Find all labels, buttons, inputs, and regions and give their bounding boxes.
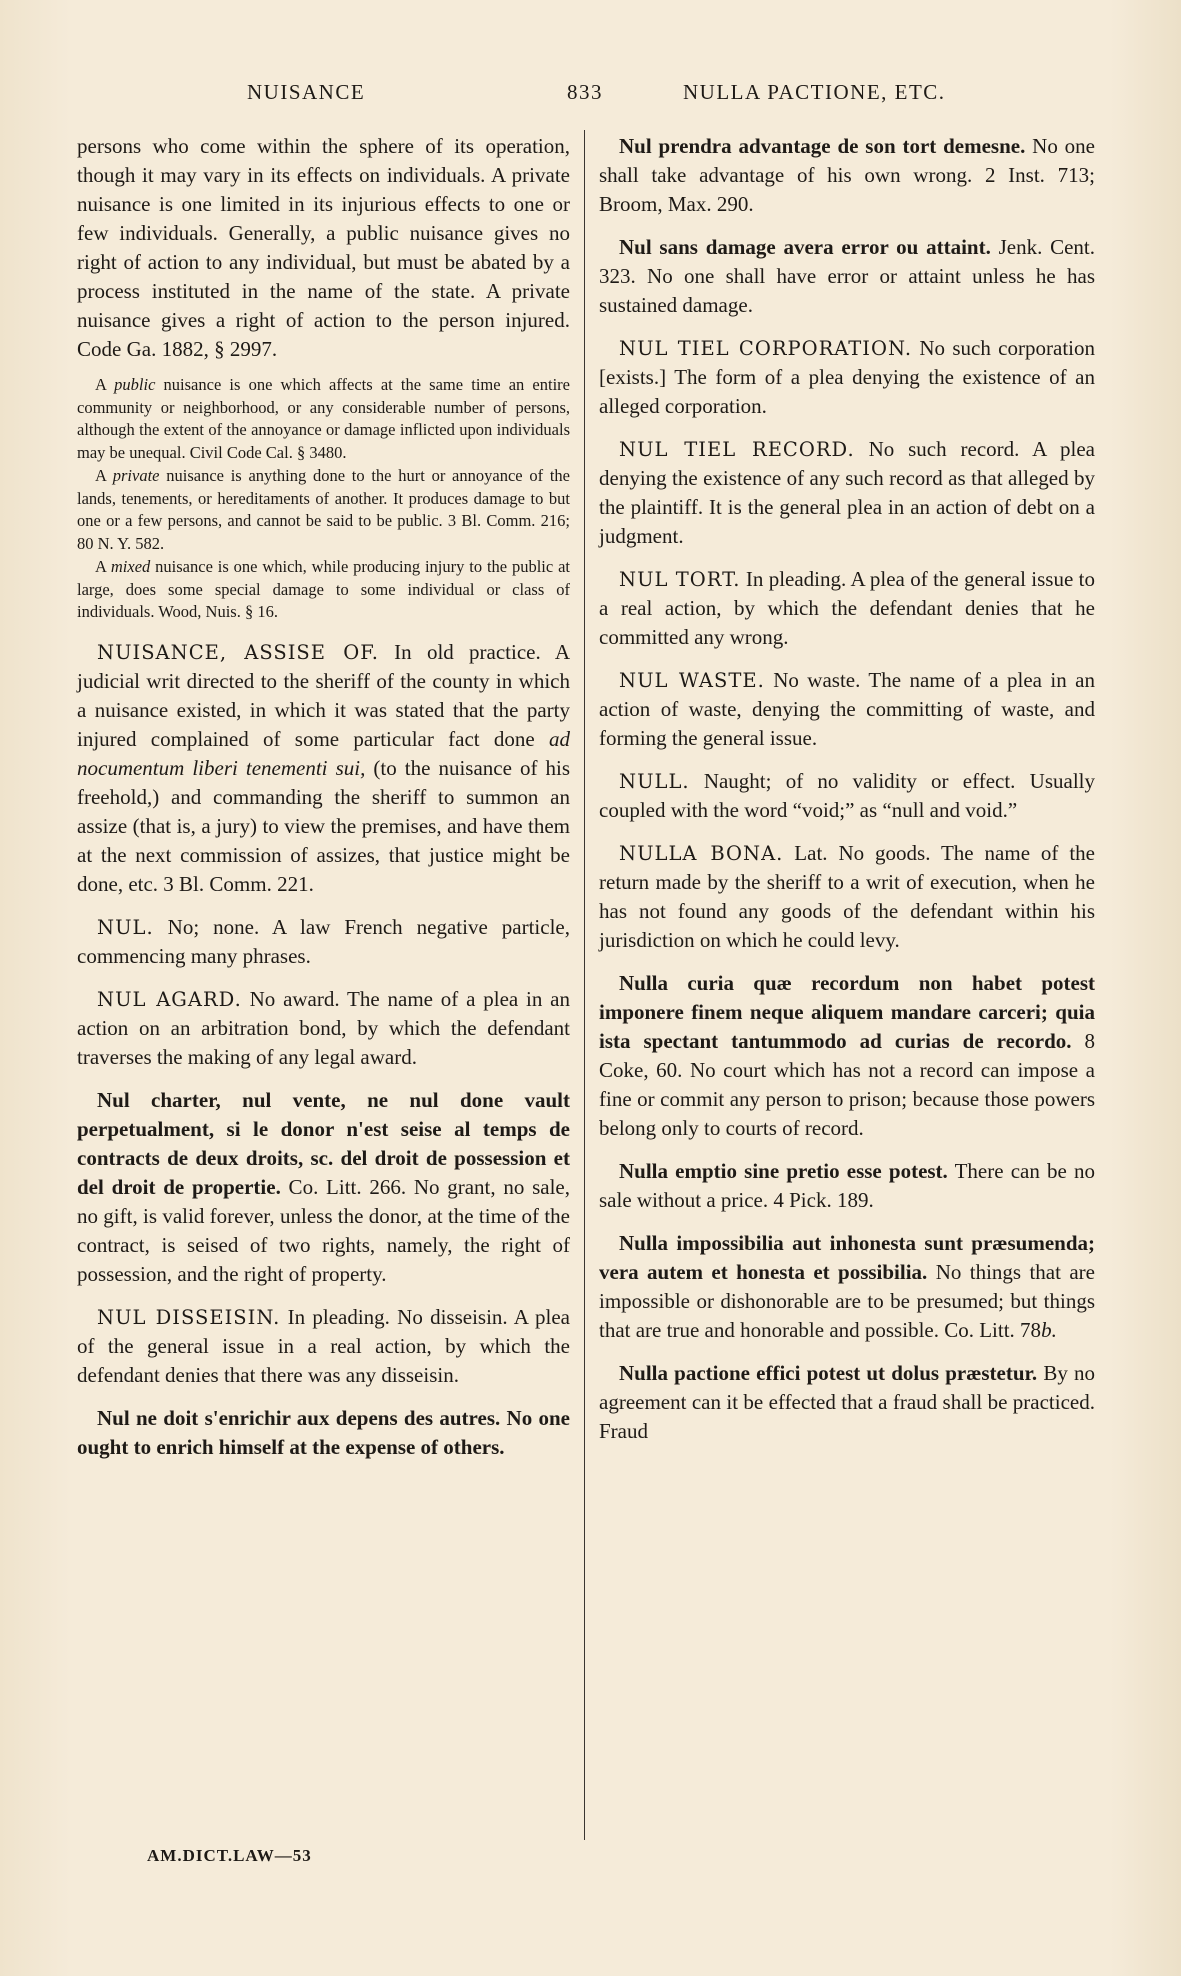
printer-signature: AM.DICT.LAW—53	[147, 1846, 312, 1865]
page-number: 833	[567, 80, 603, 104]
entry-maxim-nulla-impossibilia: Nulla impossibilia aut inhonesta sunt præsumenda; vera autem et honesta et possibilia. No things that are impossible or dishonorable are to be presumed; but things that are true and honorable and possible. Co. Litt. 78b.	[599, 1231, 1095, 1342]
entry-maxim-nulla-curia: Nulla curia quæ recordum non habet potest imponere finem neque aliquem mandare carceri; quia ista spectant tantummodo ad curias de recordo. 8 Coke, 60. No court which has not a record can impose a fine or commit any person to prison; because those powers belong only to courts of record.	[599, 971, 1095, 1140]
maxim: Nulla emptio sine pretio esse potest.	[619, 1159, 948, 1183]
headword: NUL.	[97, 915, 154, 939]
maxim: Nul prendra advantage de son tort demesne.	[619, 134, 1026, 158]
entry-nuisance-assise-of: NUISANCE, ASSISE OF. In old practice. A judicial writ directed to the sheriff of the county in which a nuisance existed, in which it was stated that the party injured complained of some particular fact done ad nocumentum liberi tenementi sui, (to the nuisance of his freehold,) and commanding the sheriff to summon an assize (that is, a jury) to view the premises, and have them at the next commission of assizes, that justice might be done, etc. 3 Bl. Comm. 221.	[77, 639, 571, 896]
headword: NUISANCE, ASSISE OF.	[97, 640, 379, 664]
headword: NUL TORT.	[619, 568, 741, 591]
running-head	[77, 80, 1102, 110]
entry-maxim-nul-prendra: Nul prendra advantage de son tort demesne. No one shall take advantage of his own wrong. 2 Inst. 713; Broom, Max. 290.	[599, 134, 1095, 216]
headword: NULL.	[619, 770, 690, 793]
entry-nul-agard: NUL AGARD. No award. The name of a plea in an action on an arbitration bond, by which the defendant traverses the making of any legal award.	[77, 986, 570, 1069]
entry-nul-waste: NUL WASTE. No waste. The name of a plea in an action of waste, denying the committing of waste, and forming the general issue.	[599, 668, 1095, 750]
right-column	[599, 132, 1095, 1460]
note-mixed-nuisance: A mixed nuisance is one which, while producing injury to the public at large, does some special damage to some individual or class of individuals. Wood, Nuis. § 16.	[77, 557, 570, 621]
headword: NUL TIEL RECORD.	[619, 438, 855, 461]
entry-nuisance-continued: persons who come within the sphere of its operation, though it may vary in its effects on individuals. A private nuisance is one limited in its injurious effects to one or few individuals. Generally, a public nuisance gives no right of action to any individual, but must be abated by a process instituted in the name of the state. A private nuisance gives a right of action to the person injured. Code Ga. 1882, § 2997.	[77, 134, 570, 361]
entry-nul-tort: NUL TORT. In pleading. A plea of the general issue to a real action, by which the defendant denies that he committed any wrong.	[599, 567, 1095, 649]
column-divider	[584, 130, 585, 1840]
maxim: Nul ne doit s'enrichir aux depens des autres.	[97, 1405, 501, 1430]
entry-maxim-nulla-emptio: Nulla emptio sine pretio esse potest. There can be no sale without a price. 4 Pick. 189.	[599, 1159, 1095, 1212]
note-public-nuisance: A public nuisance is one which affects at the same time an entire community or neighborhood, or any considerable number of persons, although the extent of the annoyance or damage inflicted upon individuals may be unequal. Civil Code Cal. § 3480.	[77, 375, 570, 462]
headword: NUL TIEL CORPORATION.	[619, 337, 913, 360]
entry-maxim-nul-sans-damage: Nul sans damage avera error ou attaint. Jenk. Cent. 323. No one shall have error or attaint unless he has sustained damage.	[599, 235, 1095, 317]
headword: NUL WASTE.	[619, 669, 765, 692]
running-head-left: NUISANCE	[247, 80, 366, 104]
entry-nul-tiel-record: NUL TIEL RECORD. No such record. A plea denying the existence of any such record as that alleged by the plaintiff. It is the general plea in an action of debt on a judgment.	[599, 437, 1095, 548]
maxim: Nulla pactione effici potest ut dolus præstetur.	[619, 1361, 1038, 1385]
headword: NUL DISSEISIN.	[97, 1305, 281, 1329]
note-private-nuisance: A private nuisance is anything done to the hurt or annoyance of the lands, tenements, or hereditaments of another. It produces damage to but one or a few persons, and cannot be said to be public. 3 Bl. Comm. 216; 80 N. Y. 582.	[77, 466, 570, 553]
maxim: Nulla curia quæ recordum non habet potest imponere finem neque aliquem mandare carceri; quia ista spectant tantummodo ad curias de recordo.	[599, 971, 1095, 1053]
maxim: Nul sans damage avera error ou attaint.	[619, 235, 991, 259]
entry-maxim-nulla-pactione: Nulla pactione effici potest ut dolus præstetur. By no agreement can it be effected that a fraud shall be practiced. Fraud	[599, 1361, 1095, 1443]
running-head-right: NULLA PACTIONE, ETC.	[683, 80, 946, 104]
left-column	[77, 132, 570, 1476]
entry-null: NULL. Naught; of no validity or effect. Usually coupled with the word “void;” as “null and void.”	[599, 769, 1095, 822]
entry-maxim-nul-charter: Nul charter, nul vente, ne nul done vault perpetualment, si le donor n'est seise al temps de contracts de deux droits, sc. del droit de possession et del droit de propertie. Co. Litt. 266. No grant, no sale, no gift, is valid forever, unless the donor, at the time of the contract, is seised of two rights, namely, the right of possession, and the right of property.	[77, 1087, 570, 1286]
entry-nul-disseisin: NUL DISSEISIN. In pleading. No disseisin. A plea of the general issue in a real action, by which the defendant denies that there was any disseisin.	[77, 1304, 570, 1387]
entry-nul: NUL. No; none. A law French negative particle, commencing many phrases.	[77, 914, 570, 968]
headword: NUL AGARD.	[97, 987, 242, 1011]
entry-nul-tiel-corporation: NUL TIEL CORPORATION. No such corporation [exists.] The form of a plea denying the existence of an alleged corporation.	[599, 336, 1095, 418]
maxim: Nul charter, nul vente, ne nul done vault perpetualment, si le donor n'est seise al temps de contracts de deux droits, sc. del droit de possession et del droit de propertie.	[77, 1087, 570, 1199]
maxim: Nulla impossibilia aut inhonesta sunt præsumenda; vera autem et honesta et possibilia.	[599, 1231, 1095, 1284]
headword: NULLA BONA.	[619, 842, 784, 865]
entry-nulla-bona: NULLA BONA. Lat. No goods. The name of the return made by the sheriff to a writ of execution, when he has not found any goods of the defendant within his jurisdiction on which he could levy.	[599, 841, 1096, 952]
entry-maxim-nul-ne-doit: Nul ne doit s'enrichir aux depens des autres. No one ought to enrich himself at the expense of others.	[77, 1405, 571, 1459]
